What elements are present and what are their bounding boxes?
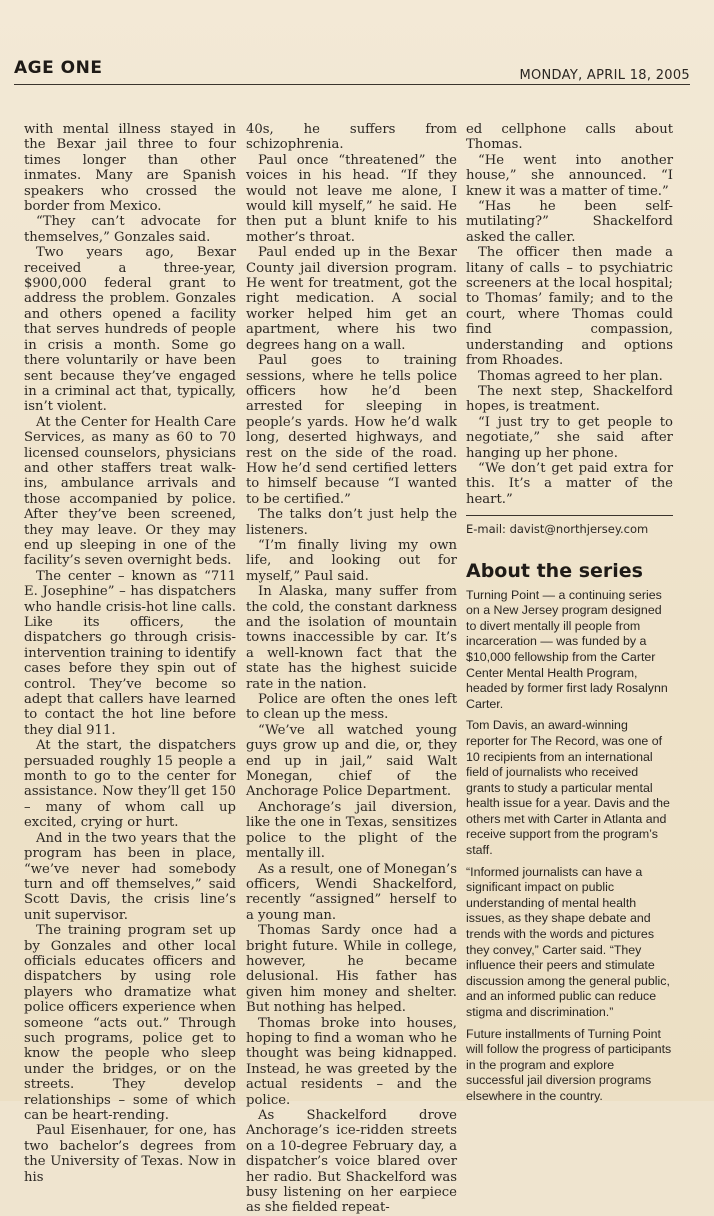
article-paragraph: Two years ago, Bexar received a three-year, $900,000 federal grant to address the problem. Gonzales and others opened a facility that serves hundreds of people in crisis a month. Some go there voluntarily or have been sent because they’ve engaged in a criminal act that, typically, isn’t violent.: [24, 245, 236, 415]
sidebar-paragraph: Tom Davis, an award-winning reporter for The Record, was one of 10 recipients from an international field of journalists who received grants to study a particular mental health issue for a year. Davis and the others met with Carter in Atlanta and receive support from the program’s staff.: [466, 718, 670, 858]
article-paragraph: ed cellphone calls about Thomas.: [466, 122, 673, 153]
article-paragraph: Thomas Sardy once had a bright future. While in college, however, he became delusional. His father has given him money and shelter. But nothing has helped.: [246, 923, 457, 1016]
article-paragraph: “Has he been self-mutilating?” Shackelford asked the caller.: [466, 199, 673, 245]
sidebar-title: About the series: [466, 559, 643, 582]
article-paragraph: As a result, one of Monegan’s officers, Wendi Shackelford, recently “assigned” herself to a young man.: [246, 861, 457, 923]
sidebar-paragraph: Future installments of Turning Point will follow the progress of participants in the program and explore successful jail diversion programs elsewhere in the country.: [466, 1026, 672, 1103]
article-paragraph: In Alaska, many suffer from the cold, the constant darkness and the isolation of mountain towns inaccessible by car. It’s a well-known fact that the state has the highest suicide rate in the nation.: [246, 584, 457, 692]
article-paragraph: Paul once “threatened” the voices in his head. “If they would not leave me alone, I would kill myself,” he said. He then put a blunt knife to his mother’s throat.: [246, 152, 457, 245]
article-paragraph: 40s, he suffers from schizophrenia.: [246, 122, 457, 153]
article-column-2: [246, 122, 457, 1216]
article-paragraph: Police are often the ones left to clean up the mess.: [246, 692, 457, 723]
byline-rule: [466, 515, 673, 516]
article-paragraph: The talks don’t just help the listeners.: [246, 507, 457, 538]
article-paragraph: At the start, the dispatchers persuaded roughly 15 people a month to go to the center for assistance. Now they’ll get 150 – many of whom call up excited, crying or hurt.: [24, 738, 236, 831]
article-paragraph: “I’m finally living my own life, and looking out for myself,” Paul said.: [246, 537, 457, 584]
header-rule: [14, 84, 690, 85]
sidebar-paragraph: Turning Point — a continuing series on a New Jersey program designed to divert mentally ill people from incarceration — was funded by a $10,000 fellowship from the Carter Center Mental Health Program, headed by former first lady Rosalynn Carter.: [466, 587, 668, 711]
article-paragraph: Paul goes to training sessions, where he tells police officers how he’d been arrested for sleeping in people’s yards. How he’d walk long, deserted highways, and rest on the side of the road. How he’d send certified letters to himself because “I wanted to be certified.”: [246, 353, 457, 507]
issue-date: MONDAY, APRIL 18, 2005: [519, 68, 690, 83]
article-paragraph: The officer then made a litany of calls – to psychiatric screeners at the local hospital; to Thomas’ family; and to the court, where Thomas could find compassion, understanding and options from Rhoades.: [466, 245, 673, 369]
article-paragraph: The center – known as “711 E. Josephine” – has dispatchers who handle crisis-hot line calls. Like its officers, the dispatchers go through crisis-intervention training to identify cases before they spin out of control. They’ve become so adept that callers have learned to contact the hot line before they dial 911.: [24, 568, 236, 738]
article-paragraph: Thomas broke into houses, hoping to find a woman who he thought was being kidnapped. Instead, he was greeted by the actual residents – and the police.: [246, 1015, 457, 1108]
article-paragraph: The next step, Shackelford hopes, is treatment.: [466, 383, 673, 415]
article-paragraph: “They can’t advocate for themselves,” Gonzales said.: [24, 214, 236, 245]
article-paragraph: At the Center for Health Care Services, as many as 60 to 70 licensed counselors, physicians and other staffers treat walk-ins, ambulance arrivals and those accompanied by police. After they’ve been screened, they may leave. Or they may end up sleeping in one of the facility’s seven overnight beds.: [24, 414, 236, 569]
article-paragraph: Anchorage’s jail diversion, like the one in Texas, sensitizes police to the plight of the mentally ill.: [246, 799, 457, 862]
article-paragraph: “We don’t get paid extra for this. It’s a matter of the heart.”: [466, 460, 673, 507]
article-paragraph: “We’ve all watched young guys grow up and die, or, they end up in jail,” said Walt Monegan, chief of the Anchorage Police Department.: [246, 722, 457, 800]
article-paragraph: “I just try to get people to negotiate,” she said after hanging up her phone.: [466, 414, 673, 461]
article-paragraph: The training program set up by Gonzales and other local officials educates officers and dispatchers by using role players who dramatize what police officers experience when someone “acts out.” Through such programs, police get to know the people who sleep under the bridges, or on the streets. They develop relationships – some of which can be heart-rending.: [24, 923, 236, 1123]
article-paragraph: with mental illness stayed in the Bexar jail three to four times longer than other inmates. Many are Spanish speakers who crossed the border from Mexico.: [24, 122, 236, 215]
section-label: AGE ONE: [14, 58, 103, 78]
page-header: [14, 58, 690, 83]
sidebar-paragraph: “Informed journalists can have a significant impact on public understanding of mental health issues, as they shape debate and trends with the words and pictures they convey,” Carter said. “They influence their peers and stimulate discussion among the general public, and an informed public can reduce stigma and discrimination.”: [466, 864, 670, 1019]
article-paragraph: Paul ended up in the Bexar County jail diversion program. He went for treatment, got the right medication. A social worker helped him get an apartment, where his two degrees hang on a wall.: [246, 245, 457, 353]
article-paragraph: “He went into another house,” she announced. “I knew it was a matter of time.”: [466, 152, 673, 199]
article-paragraph: As Shackelford drove Anchorage’s ice-ridden streets on a 10-degree February day, a dispatcher’s voice blared over her radio. But Shackelford was busy listening on her earpiece as she fielded repeat-: [246, 1108, 457, 1216]
article-paragraph: Thomas agreed to her plan.: [478, 368, 663, 384]
article-paragraph: Paul Eisenhauer, for one, has two bachelor’s degrees from the University of Texas. Now in his: [24, 1123, 236, 1185]
about-series-sidebar: [466, 560, 673, 1105]
author-email: E-mail: davist@northjersey.com: [466, 522, 649, 537]
article-paragraph: And in the two years that the program has been in place, “we’ve never had somebody turn and off themselves,” said Scott Davis, the crisis line’s unit supervisor.: [24, 830, 236, 923]
article-column-1: [24, 122, 236, 1185]
article-column-3: [466, 122, 673, 1111]
